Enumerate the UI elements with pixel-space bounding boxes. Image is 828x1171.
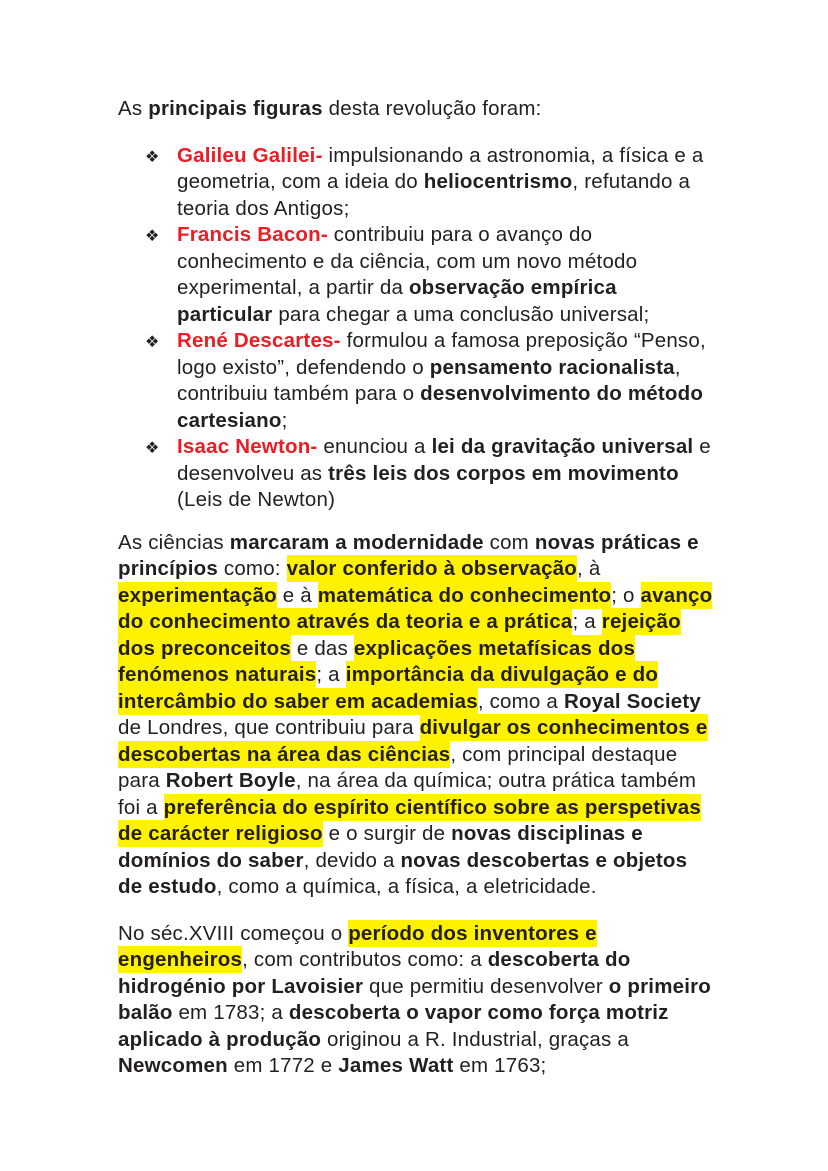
text-run: valor conferido à observação (286, 557, 578, 580)
text-run: em 1783; a (172, 1001, 289, 1024)
text-run: o primeiro balão (118, 974, 712, 1024)
text-run: René Descartes- (177, 329, 341, 352)
figure-list-item (118, 434, 716, 514)
diamond-bullet-icon: ❖ (145, 332, 160, 351)
text-run: observação empírica particular (177, 276, 617, 326)
text-run: originou a R. Industrial, graças a (321, 1027, 629, 1051)
text-run: ; a (316, 663, 346, 686)
text-run: desta revolução foram: (322, 97, 542, 120)
figure-list-item-text (177, 223, 649, 326)
text-run: , como a (477, 689, 564, 713)
text-run: principais figuras (148, 97, 323, 120)
sciences-modernity-paragraph (118, 530, 716, 901)
key-figures-list (118, 143, 716, 514)
text-run: explicações metafísicas dos fenómenos naturais (118, 636, 636, 686)
inventors-period-paragraph (118, 921, 716, 1080)
text-run: em 1772 e (227, 1054, 339, 1077)
text-run: rejeição dos preconceitos (118, 610, 681, 660)
text-run: Galileu Galilei- (177, 143, 323, 167)
text-run: de Londres, que contribuiu para (118, 716, 420, 739)
text-run: Royal Society (563, 689, 701, 713)
text-run: heliocentrismo (423, 170, 573, 193)
page-text-block (118, 96, 716, 1100)
text-run: , devido a (303, 848, 401, 872)
text-run: descoberta o vapor como força motriz aplicado à produção (118, 1001, 669, 1051)
text-run: Isaac Newton- (177, 435, 318, 458)
text-run: e à (276, 583, 318, 607)
text-run: ; (281, 408, 288, 432)
text-run: Newcomen (118, 1054, 228, 1077)
text-run: e desenvolveu as (177, 435, 711, 485)
text-run: No séc.XVIII começou o (118, 921, 349, 945)
text-run: , contribuiu também para o (177, 355, 681, 405)
text-run: As ciências (118, 530, 230, 554)
text-run: contribuiu para o avanço do conhecimento e da ciência, com um novo método experimental, a partir da (177, 223, 638, 299)
text-run: desenvolvimento do método cartesiano (177, 382, 704, 432)
text-run: e das (290, 636, 354, 660)
text-run: (Leis de Newton) (177, 488, 336, 511)
text-run: novas práticas e princípios (118, 530, 699, 580)
text-run: e o surgir de (322, 822, 452, 845)
text-run: , com principal destaque para (118, 742, 678, 792)
text-run: impulsionando a astronomia, a física e a geometria, com a ideia do (177, 143, 704, 193)
text-run: ; o (611, 583, 641, 607)
text-run: Francis Bacon- (177, 223, 328, 246)
text-run: lei da gravitação universal (431, 435, 694, 458)
text-run: novas descobertas e objetos de estudo (118, 848, 688, 898)
text-run: descoberta do hidrogénio por Lavoisier (118, 948, 631, 998)
figure-list-item (118, 222, 716, 328)
text-run: , refutando a teoria dos Antigos; (177, 170, 691, 220)
diamond-bullet-icon: ❖ (145, 226, 160, 245)
text-run: importância da divulgação e do intercâmbio do saber em academias (118, 663, 659, 713)
text-run: em 1763; (453, 1054, 547, 1077)
figure-list-item-text (177, 144, 703, 220)
text-run: com (483, 530, 535, 554)
diamond-bullet-icon: ❖ (145, 438, 160, 457)
text-run: enunciou a (317, 435, 432, 458)
text-run: período dos inventores e engenheiros (118, 921, 597, 971)
figure-list-item (118, 143, 716, 223)
text-run: marcaram a modernidade (229, 530, 484, 554)
text-run: novas disciplinas e domínios do saber (118, 822, 643, 872)
text-run: para chegar a uma conclusão universal; (272, 302, 650, 326)
text-run: experimentação (118, 583, 277, 607)
text-run: matemática do conhecimento (317, 583, 612, 607)
text-run: ; a (572, 610, 602, 633)
diamond-bullet-icon: ❖ (145, 146, 160, 166)
text-run: , na área da química; outra prática também foi a (118, 769, 697, 819)
text-run: formulou a famosa preposição “Penso, logo existo”, defendendo o (177, 329, 706, 379)
text-run: pensamento racionalista (429, 355, 675, 379)
text-run: preferência do espírito científico sobre as perspetivas de carácter religioso (118, 795, 702, 845)
text-run: três leis dos corpos em movimento (328, 461, 679, 485)
intro-paragraph (118, 96, 716, 123)
text-run: como: (217, 557, 287, 580)
text-run: divulgar os conhecimentos e descobertas na área das ciências (118, 716, 708, 766)
text-run: As (118, 97, 149, 120)
text-run: Robert Boyle (165, 769, 296, 792)
text-run: , à (577, 557, 601, 580)
text-run: , como a química, a física, a eletricidade. (216, 875, 597, 898)
figure-list-item-text (177, 435, 711, 511)
text-run: James Watt (338, 1054, 454, 1077)
text-run: que permitiu desenvolver (363, 974, 609, 998)
figure-list-item (118, 328, 716, 434)
text-run: avanço do conhecimento através da teoria e a prática (118, 583, 713, 633)
text-run: , com contributos como: a (242, 948, 488, 971)
figure-list-item-text (177, 329, 706, 432)
